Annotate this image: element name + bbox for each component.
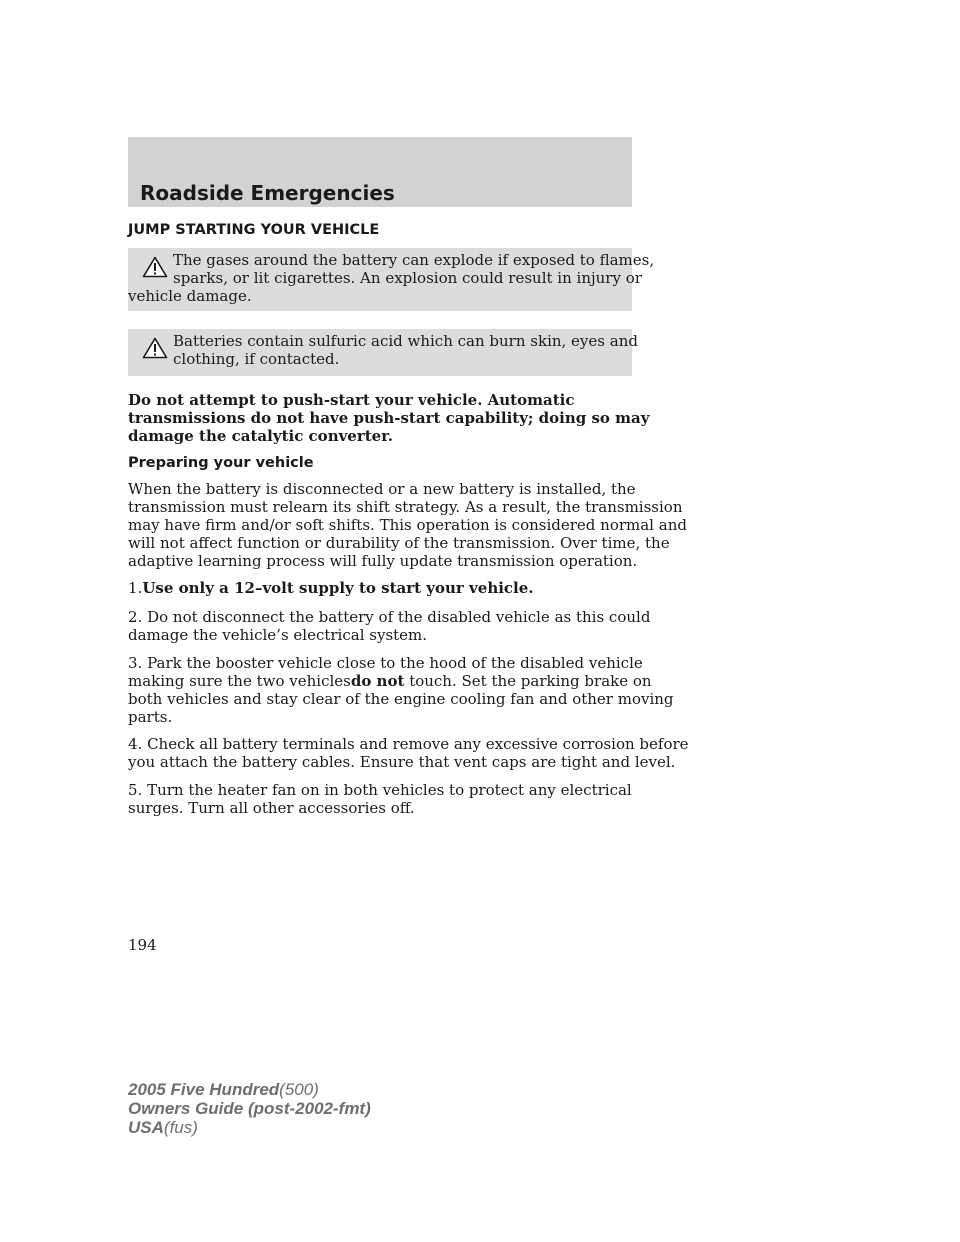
- warning-box-explosion: [128, 248, 655, 311]
- chapter-title: Roadside Emergencies: [140, 181, 395, 205]
- push-start-caution: [128, 391, 650, 445]
- warning-line: clothing, if contacted.: [173, 350, 340, 368]
- warning-line: The gases around the battery can explode if exposed to flames,: [173, 251, 655, 269]
- warning-triangle-icon: [142, 256, 168, 278]
- warning-text: [128, 251, 655, 305]
- step-number: 1.: [128, 579, 143, 597]
- step-2: [128, 608, 651, 644]
- intro-paragraph: [128, 480, 687, 570]
- page-number: 194: [128, 936, 157, 954]
- step-3: [128, 654, 674, 726]
- step-4: [128, 735, 689, 771]
- warning-triangle-icon: [142, 337, 168, 359]
- step-line: 2. Do not disconnect the battery of the disabled vehicle as this could: [128, 608, 651, 626]
- footer-model-code: (500): [279, 1080, 319, 1099]
- paragraph-line: may have firm and/or soft shifts. This operation is considered normal and: [128, 516, 687, 534]
- step-line: 5. Turn the heater fan on in both vehicles to protect any electrical: [128, 781, 632, 799]
- paragraph-line: adaptive learning process will fully update transmission operation.: [128, 552, 638, 570]
- caution-line: damage the catalytic converter.: [128, 427, 393, 445]
- warning-box-acid: [128, 329, 638, 376]
- warning-line: vehicle damage.: [128, 287, 252, 305]
- document-footer: [128, 1080, 371, 1137]
- step-line: surges. Turn all other accessories off.: [128, 799, 415, 817]
- paragraph-line: transmission must relearn its shift strategy. As a result, the transmission: [128, 498, 683, 516]
- footer-market-code: (fus): [163, 1118, 198, 1137]
- warning-text: [173, 332, 638, 368]
- chapter-header: [128, 137, 632, 207]
- step-line: you attach the battery cables. Ensure that vent caps are tight and level.: [128, 753, 676, 771]
- footer-guide: Owners Guide (post-2002-fmt): [128, 1099, 371, 1118]
- footer-market: USA: [128, 1118, 164, 1137]
- step-line: 3. Park the booster vehicle close to the hood of the disabled vehicle: [128, 654, 643, 672]
- step-text: making sure the two vehicles: [128, 672, 351, 690]
- paragraph-line: When the battery is disconnected or a new battery is installed, the: [128, 480, 636, 498]
- warning-line: Batteries contain sulfuric acid which can burn skin, eyes and: [173, 332, 638, 350]
- subheading-preparing: Preparing your vehicle: [128, 455, 314, 471]
- step-1: [128, 579, 634, 597]
- step-text: Use only a 12–volt supply to start your vehicle.: [142, 579, 534, 597]
- step-line: damage the vehicle’s electrical system.: [128, 626, 428, 644]
- step-5: [128, 781, 634, 817]
- section-heading: JUMP STARTING YOUR VEHICLE: [128, 222, 380, 238]
- caution-line: Do not attempt to push-start your vehicle. Automatic: [128, 391, 575, 409]
- footer-model: 2005 Five Hundred: [128, 1080, 280, 1099]
- caution-line: transmissions do not have push-start capability; doing so may: [128, 409, 650, 427]
- step-line: 4. Check all battery terminals and remove any excessive corrosion before: [128, 735, 689, 753]
- step-text: touch. Set the parking brake on: [409, 672, 652, 690]
- step-line: both vehicles and stay clear of the engine cooling fan and other moving: [128, 690, 674, 708]
- step-emphasis: do not: [350, 672, 405, 690]
- paragraph-line: will not affect function or durability of the transmission. Over time, the: [128, 534, 670, 552]
- step-line: parts.: [128, 708, 173, 726]
- warning-line: sparks, or lit cigarettes. An explosion could result in injury or: [173, 269, 642, 287]
